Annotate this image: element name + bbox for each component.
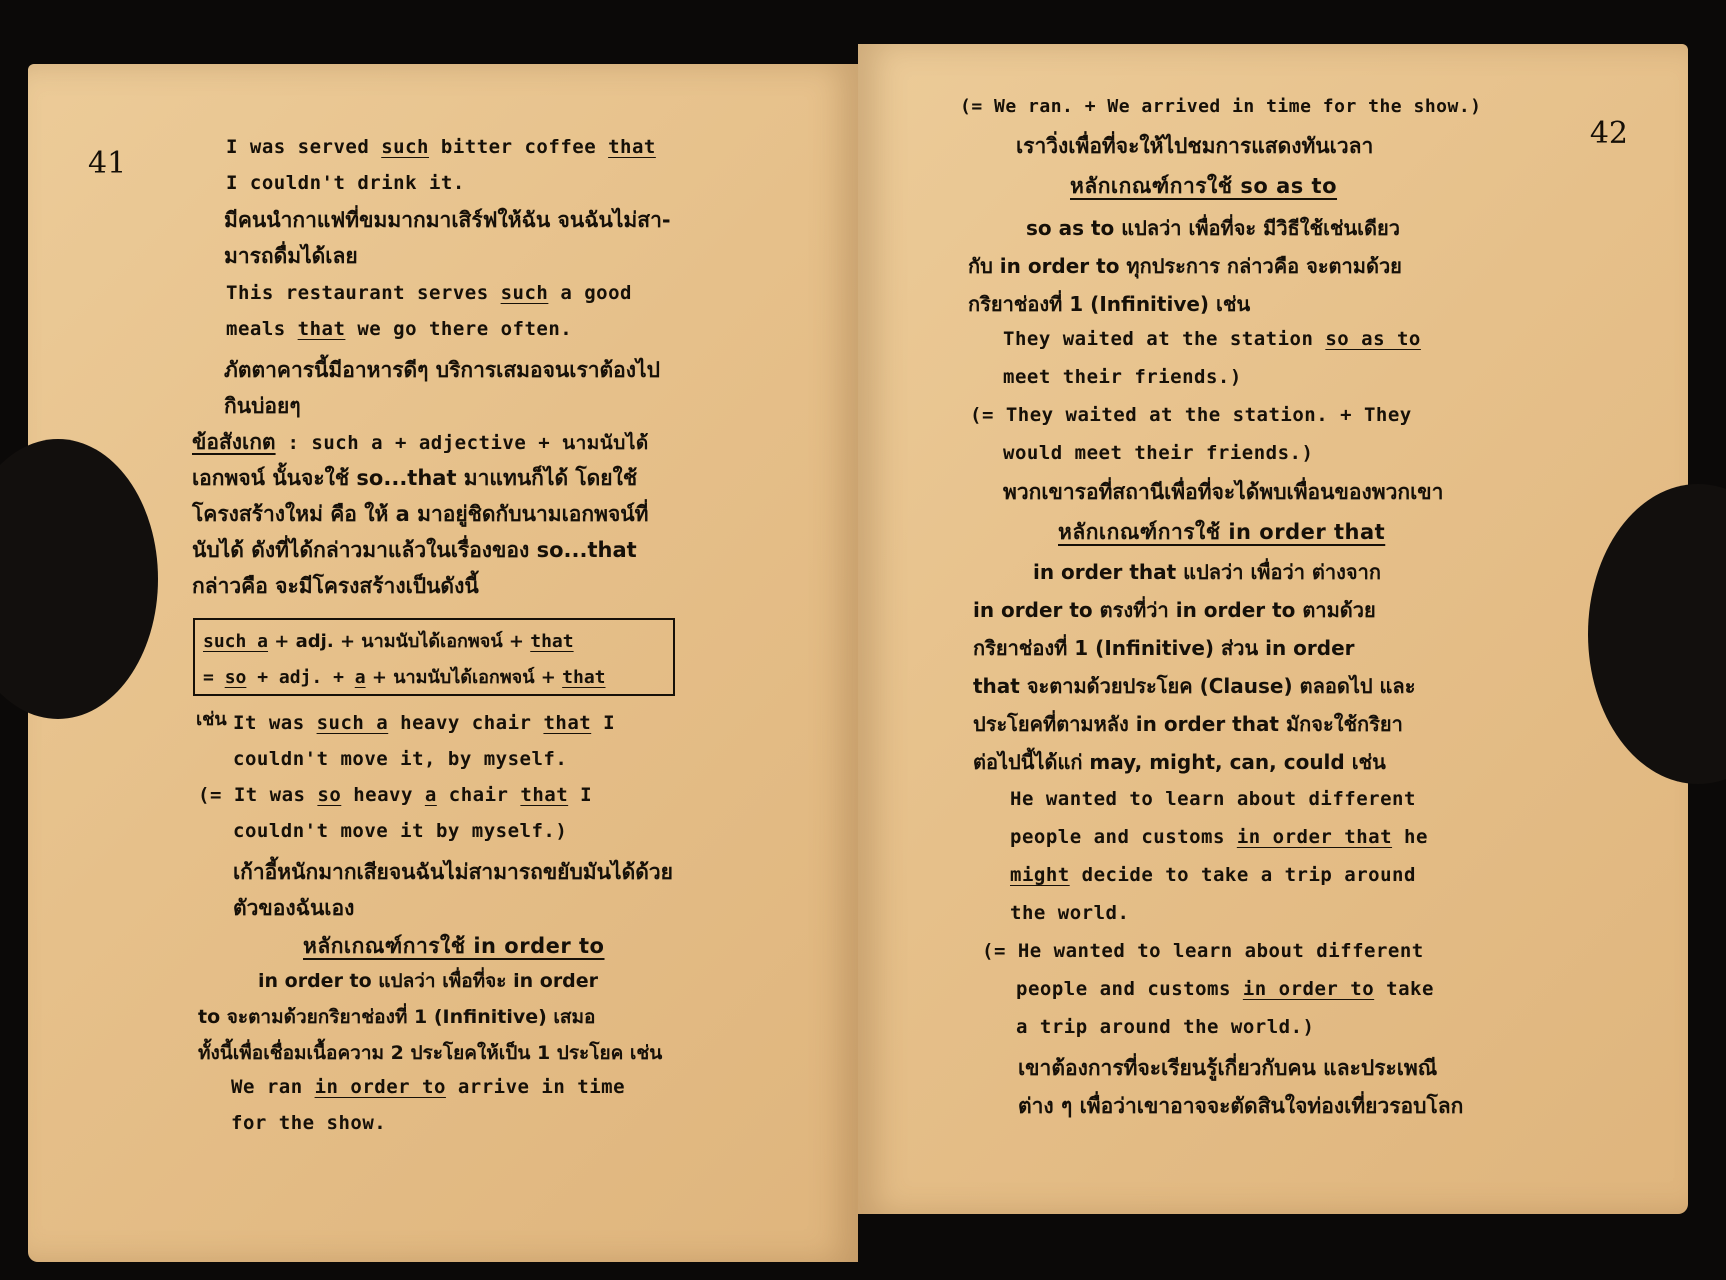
thai-line: โครงสร้างใหม่ คือ ให้ a มาอยู่ชิดกับนามเอกพจน์ที่ xyxy=(192,502,649,526)
thai-line: กล่าวคือ จะมีโครงสร้างเป็นดังนี้ xyxy=(192,574,479,598)
text-line: (= It was so heavy a chair that I xyxy=(198,784,593,806)
text-line: (= We ran. + We arrived in time for the show.) xyxy=(960,96,1482,117)
text-line: would meet their friends.) xyxy=(1003,442,1314,464)
structure-row-2: = so + adj. + a + นามนับได้เอกพจน์ + that xyxy=(203,667,606,688)
thai-line: เราวิ่งเพื่อที่จะให้ไปชมการแสดงทันเวลา xyxy=(1016,134,1374,158)
right-page xyxy=(858,44,1688,1214)
structure-box xyxy=(193,618,675,696)
text-line: กริยาช่องที่ 1 (Infinitive) เช่น xyxy=(968,292,1251,316)
text-line: meals that we go there often. xyxy=(226,318,573,340)
thai-line: ต่าง ๆ เพื่อว่าเขาอาจจะตัดสินใจท่องเที่ยวรอบโลก xyxy=(1018,1094,1464,1118)
thai-line: พวกเขารอที่สถานีเพื่อที่จะได้พบเพื่อนของพวกเขา xyxy=(1003,480,1444,504)
text-line: We ran in order to arrive in time xyxy=(231,1076,626,1098)
text-line: might decide to take a trip around xyxy=(1010,864,1416,886)
text-line: กริยาช่องที่ 1 (Infinitive) ส่วน in order xyxy=(973,636,1355,660)
thai-line: มารถดื่มได้เลย xyxy=(224,244,358,268)
section-heading: หลักเกณฑ์การใช้ in order that xyxy=(1058,520,1386,544)
thai-line: เอกพจน์ นั้นจะใช้ so...that มาแทนก็ได้ โดยใช้ xyxy=(192,466,638,490)
structure-row-1: such a + adj. + นามนับได้เอกพจน์ + that xyxy=(203,631,574,652)
text-line: กับ in order to ทุกประการ กล่าวคือ จะตามด้วย xyxy=(968,254,1402,278)
example-label: เช่น xyxy=(196,709,227,730)
text-line: a trip around the world.) xyxy=(1016,1016,1315,1038)
text-line: to จะตามด้วยกริยาช่องที่ 1 (Infinitive) เสมอ xyxy=(198,1006,596,1028)
text-line: He wanted to learn about different xyxy=(1010,788,1416,810)
text-line: ประโยคที่ตามหลัง in order that มักจะใช้กริยา xyxy=(973,712,1403,736)
text-line: in order to แปลว่า เพื่อที่จะ in order xyxy=(258,970,599,992)
text-line: This restaurant serves such a good xyxy=(226,282,632,304)
thai-line: ทั้งนี้เพื่อเชื่อมเนื้อความ 2 ประโยคให้เป็น 1 ประโยค เช่น xyxy=(198,1042,663,1064)
text-line: in order to ตรงที่ว่า in order to ตามด้วย xyxy=(973,598,1376,622)
open-book xyxy=(28,44,1688,1249)
thai-line: เขาต้องการที่จะเรียนรู้เกี่ยวกับคน และประเพณี xyxy=(1018,1056,1438,1080)
thai-line: ภัตตาคารนี้มีอาหารดีๆ บริการเสมอจนเราต้องไป xyxy=(224,358,660,382)
text-line: couldn't move it by myself.) xyxy=(233,820,568,842)
text-line: It was such a heavy chair that I xyxy=(233,712,616,734)
text-line: people and customs in order to take xyxy=(1016,978,1434,1000)
text-line: people and customs in order that he xyxy=(1010,826,1428,848)
page-number-right: 42 xyxy=(1589,116,1628,151)
thai-line: นับได้ ดังที่ได้กล่าวมาแล้วในเรื่องของ so...that xyxy=(192,538,637,562)
text-line: for the show. xyxy=(231,1112,387,1134)
text-line: that จะตามด้วยประโยค (Clause) ตลอดไป และ xyxy=(973,674,1416,698)
text-line: couldn't move it, by myself. xyxy=(233,748,568,770)
section-heading: หลักเกณฑ์การใช้ so as to xyxy=(1070,174,1338,198)
section-heading: หลักเกณฑ์การใช้ in order to xyxy=(303,934,605,958)
text-line: in order that แปลว่า เพื่อว่า ต่างจาก xyxy=(1033,560,1381,584)
left-page xyxy=(28,64,858,1262)
page-number-left: 41 xyxy=(88,146,127,181)
text-line: (= He wanted to learn about different xyxy=(982,940,1424,962)
text-line: meet their friends.) xyxy=(1003,366,1242,388)
text-line: I was served such bitter coffee that xyxy=(226,136,656,158)
thai-line: กินบ่อยๆ xyxy=(224,394,301,418)
note-line: ข้อสังเกต : such a + adjective + นามนับได้ xyxy=(192,430,649,454)
note-label: ข้อสังเกต xyxy=(192,430,276,454)
thai-line: เก้าอี้หนักมากเสียจนฉันไม่สามารถขยับมันได้ด้วย xyxy=(233,860,673,884)
thai-line: มีคนนำกาแฟที่ขมมากมาเสิร์ฟให้ฉัน จนฉันไม่สา- xyxy=(224,208,671,232)
text-line: (= They waited at the station. + They xyxy=(970,404,1412,426)
text-line: so as to แปลว่า เพื่อที่จะ มีวิธีใช้เช่นเดียว xyxy=(1026,216,1400,240)
text-line: I couldn't drink it. xyxy=(226,172,465,194)
thai-line: ตัวของฉันเอง xyxy=(233,896,355,920)
text-line: ต่อไปนี้ได้แก่ may, might, can, could เช่น xyxy=(973,750,1386,774)
text-line: They waited at the station so as to xyxy=(1003,328,1421,350)
text-line: the world. xyxy=(1010,902,1130,924)
